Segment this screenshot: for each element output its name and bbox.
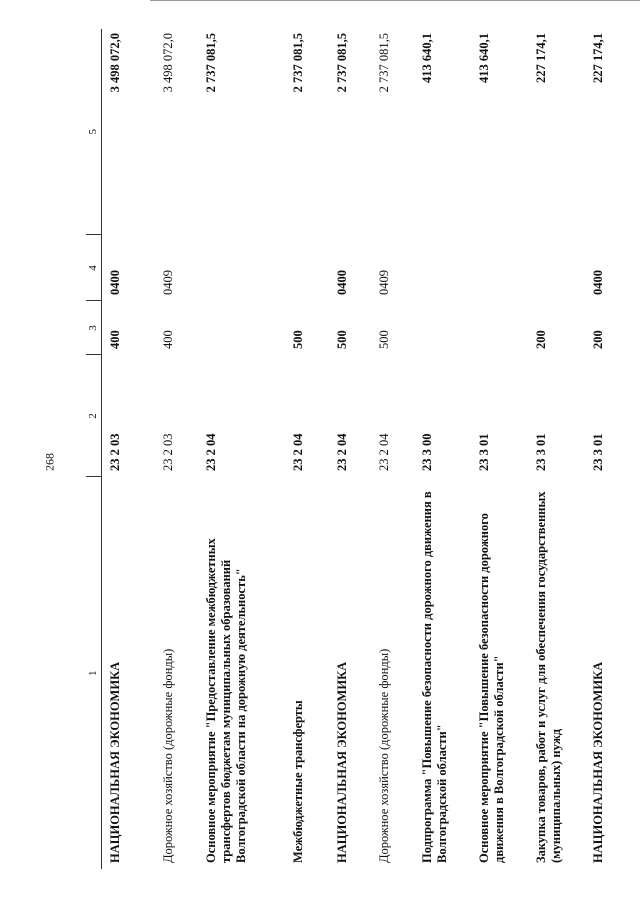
row-section bbox=[528, 235, 585, 301]
col-header-2: 2 bbox=[86, 355, 102, 477]
row-section bbox=[414, 235, 471, 301]
table-row bbox=[102, 29, 155, 869]
row-code: 23 3 01 bbox=[590, 433, 605, 471]
row-name: Основное мероприятие "Предоставление межбюджетных трансфертов бюджетам муниципальных образований Волгоградской области на дорожную деятельность" bbox=[203, 538, 248, 863]
table-row bbox=[371, 29, 414, 869]
row-name: НАЦИОНАЛЬНАЯ ЭКОНОМИКА bbox=[108, 661, 122, 863]
row-amount: 227 174,1 bbox=[533, 33, 548, 83]
row-amount: 3 498 072,0 bbox=[108, 33, 122, 93]
row-code: 23 2 04 bbox=[290, 433, 305, 471]
row-name: НАЦИОНАЛЬНАЯ ЭКОНОМИКА bbox=[334, 661, 349, 863]
table-row bbox=[155, 29, 198, 869]
row-amount: 2 737 081,5 bbox=[203, 33, 218, 93]
page-number-text: 268 bbox=[42, 453, 57, 471]
page-number bbox=[40, 452, 60, 472]
row-section: 0409 bbox=[376, 270, 391, 295]
row-code: 23 2 03 bbox=[160, 433, 175, 471]
column-number-row bbox=[86, 29, 102, 869]
row-kind: 400 bbox=[160, 330, 175, 349]
row-section: 0400 bbox=[334, 270, 349, 295]
table-row bbox=[585, 29, 627, 869]
budget-table bbox=[86, 29, 627, 869]
row-section: 0409 bbox=[160, 270, 175, 295]
row-kind: 500 bbox=[290, 330, 305, 349]
row-section bbox=[285, 235, 329, 301]
row-name: НАЦИОНАЛЬНАЯ ЭКОНОМИКА bbox=[590, 661, 605, 863]
table-row bbox=[285, 29, 329, 869]
table-row bbox=[528, 29, 585, 869]
table-row bbox=[198, 29, 285, 869]
row-kind bbox=[198, 301, 285, 355]
row-kind bbox=[414, 301, 471, 355]
row-code: 23 3 01 bbox=[476, 433, 491, 471]
row-amount: 2 737 081,5 bbox=[290, 33, 305, 93]
row-section: 0400 bbox=[590, 270, 605, 295]
row-amount: 2 737 081,5 bbox=[334, 33, 349, 93]
col-header-5: 5 bbox=[86, 29, 102, 235]
row-code: 23 2 04 bbox=[376, 433, 391, 471]
row-kind: 500 bbox=[376, 330, 391, 349]
table-row bbox=[414, 29, 471, 869]
row-section bbox=[471, 235, 528, 301]
col-header-1: 1 bbox=[86, 477, 102, 869]
row-name: Дорожное хозяйство (дорожные фонды) bbox=[160, 648, 175, 863]
row-code: 23 3 01 bbox=[533, 433, 548, 471]
budget-table-sheet bbox=[86, 29, 631, 869]
row-section: 0400 bbox=[108, 270, 122, 295]
row-kind: 200 bbox=[533, 330, 548, 349]
row-name: Закупка товаров, работ и услуг для обеспечения государственных (муниципальных) нужд bbox=[533, 491, 563, 863]
row-amount: 3 498 072,0 bbox=[160, 33, 175, 93]
row-amount: 2 737 081,5 bbox=[376, 33, 391, 93]
col-header-3: 3 bbox=[86, 301, 102, 355]
row-amount: 413 640,1 bbox=[476, 33, 491, 83]
scan-edge-line bbox=[150, 0, 640, 1]
row-name: Подпрограмма "Повышение безопасности дорожного движения в Волгоградской области" bbox=[419, 491, 449, 863]
row-amount: 227 174,1 bbox=[590, 33, 605, 83]
row-code: 23 2 04 bbox=[203, 433, 218, 471]
row-name: Межбюджетные трансферты bbox=[290, 700, 305, 863]
row-amount: 413 640,1 bbox=[419, 33, 434, 83]
table-row bbox=[329, 29, 371, 869]
row-kind bbox=[471, 301, 528, 355]
row-kind: 400 bbox=[108, 330, 122, 349]
row-kind: 500 bbox=[334, 330, 349, 349]
table-row bbox=[471, 29, 528, 869]
row-name: Дорожное хозяйство (дорожные фонды) bbox=[376, 648, 391, 863]
row-kind: 200 bbox=[590, 330, 605, 349]
row-section bbox=[198, 235, 285, 301]
row-name: Основное мероприятие "Повышение безопасности дорожного движения в Волгоградской области" bbox=[476, 513, 506, 863]
row-code: 23 2 03 bbox=[108, 433, 122, 471]
row-code: 23 2 04 bbox=[334, 433, 349, 471]
col-header-4: 4 bbox=[86, 235, 102, 301]
row-code: 23 3 00 bbox=[419, 433, 434, 471]
